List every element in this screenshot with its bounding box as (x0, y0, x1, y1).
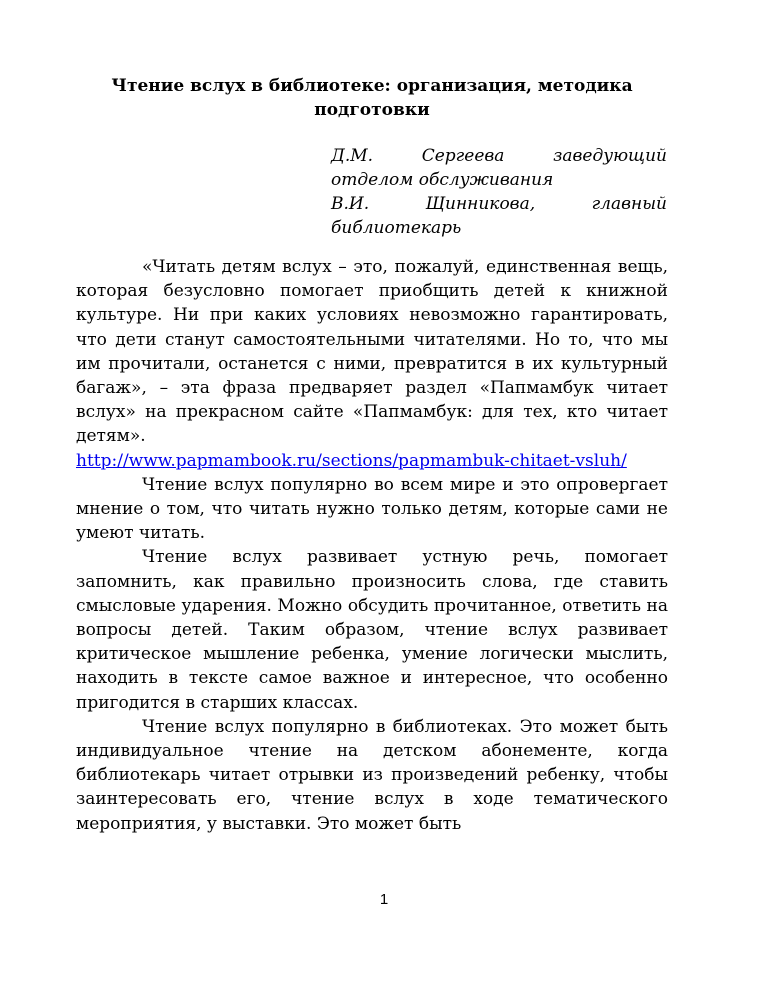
author-shchinnikova (331, 192, 667, 240)
author-sergeeva (331, 144, 667, 192)
page-number: 1 (379, 891, 389, 908)
paragraph-quote: «Читать детям вслух – это, пожалуй, единственная вещь, которая безусловно помогает приобщить детей к книжной культуре. Ни при каких условиях невозможно гарантировать, что дети станут самостоятельными читателями. Но то, что мы им прочитали, останется с ними, превратится в их культурный багаж», – эта фраза предваряет раздел «Папмамбук читает вслух» на прекрасном сайте «Папмамбук: для тех, кто читает детям». (76, 257, 668, 447)
paragraph-benefits: Чтение вслух развивает устную речь, помогает запомнить, как правильно произносить слова, где ставить смысловые ударения. Можно обсудить прочитанное, ответить на вопросы детей. Таким образом, чтение вслух развивает критическое мышление ребенка, умение логически мыслить, находить в тексте самое важное и интересное, что особенно пригодится в старших классах. (76, 547, 668, 713)
document-title: Чтение вслух в библиотеке: организация, методика подготовки (111, 76, 633, 120)
body-text (76, 255, 668, 836)
author-role: библиотекарь (331, 218, 462, 238)
papmambook-link[interactable]: http://www.papmambook.ru/sections/papmambuk-chitaet-vsluh/ (76, 450, 627, 471)
paragraph-popularity: Чтение вслух популярно во всем мире и это опровергает мнение о том, что читать нужно только детям, которые сами не умеют читать. (76, 474, 668, 544)
author-position: заведующий (553, 146, 667, 166)
author-surname: Щинникова, (425, 194, 536, 214)
author-department: отделом обслуживания (331, 170, 554, 190)
paragraph-libraries: Чтение вслух популярно в библиотеках. Это может быть индивидуальное чтение на детском абонементе, когда библиотекарь читает отрывки из произведений ребенку, чтобы заинтересовать его, чтение вслух в ходе тематического мероприятия, у выставки. Это может быть (76, 716, 668, 834)
author-initials: Д.М. (331, 146, 374, 166)
author-surname: Сергеева (421, 146, 505, 166)
author-line (331, 192, 667, 216)
author-initials: В.И. (331, 194, 370, 214)
author-position: главный (591, 194, 667, 214)
author-line (331, 144, 667, 168)
